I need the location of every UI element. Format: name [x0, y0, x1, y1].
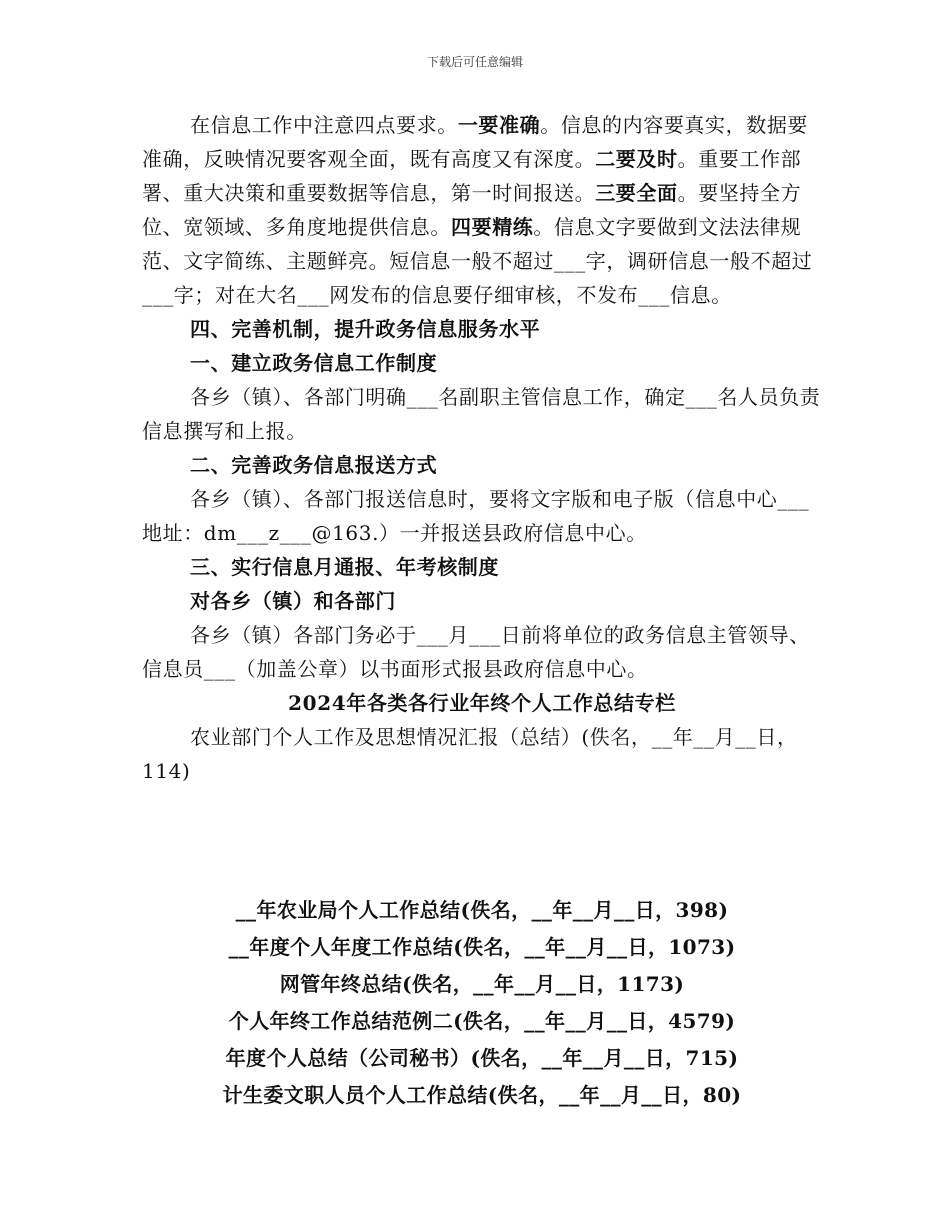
subheading: 对各乡（镇）和各部门	[190, 589, 396, 613]
bold-phrase: 一要准确	[457, 113, 541, 137]
list-item: 网管年终总结(佚名，__年__月__日，1173)	[279, 972, 685, 996]
paragraph-requirements: 在信息工作中注意四点要求。一要准确。信息的内容要真实，数据要准确，反映情况要客观全面，既有高度又有深度。二要及时。重要工作部署、重大决策和重要数据等信息，第一时间报送。三要全面。要坚持全方位、宽领域、多角度地提供信息。四要精练。信息文字要做到文法法律规范、文字简练、主题鲜亮。短信息一般不超过___字，调研信息一般不超过___字；对在大名___网发布的信息要仔细审核，不发布___信息。	[142, 113, 813, 307]
paragraph-report: 农业部门个人工作及思想情况汇报（总结）(佚名，__年__月__日，114)	[142, 725, 798, 783]
paragraph-submission: 各乡（镇）、各部门报送信息时，要将文字版和电子版（信息中心___地址：dm___z___@163.）一并报送县政府信息中心。	[142, 487, 810, 545]
list-item: __年度个人年度工作总结(佚名，__年__月__日，1073)	[228, 935, 736, 959]
list-item: 计生委文职人员个人工作总结(佚名，__年__月__日，80)	[222, 1083, 742, 1107]
bold-phrase: 三要全面	[595, 181, 678, 205]
summary-list	[142, 892, 822, 1114]
page-header: 下载后可任意编辑	[426, 55, 523, 69]
column-title: 2024年各类各行业年终个人工作总结专栏	[288, 691, 676, 715]
paragraph-staffing: 各乡（镇）、各部门明确___名副职主管信息工作，确定___名人员负责信息撰写和上报。	[142, 385, 821, 443]
section-heading-3: 三、实行信息月通报、年考核制度	[190, 555, 499, 579]
list-item: 个人年终工作总结范例二(佚名，__年__月__日，4579)	[228, 1009, 736, 1033]
paragraph-deadline: 各乡（镇）各部门务必于___月___日前将单位的政务信息主管领导、信息员___（加盖公章）以书面形式报县政府信息中心。	[142, 623, 810, 681]
list-item: __年农业局个人工作总结(佚名，__年__月__日，398)	[235, 898, 729, 922]
section-heading-1: 一、建立政务信息工作制度	[190, 351, 438, 375]
list-item: 年度个人总结（公司秘书）(佚名，__年__月__日，715)	[225, 1046, 739, 1070]
section-heading-2: 二、完善政务信息报送方式	[190, 453, 438, 477]
bold-phrase: 二要及时	[595, 147, 678, 171]
document-body	[142, 108, 822, 788]
bold-phrase: 四要精练	[451, 215, 534, 239]
section-heading-4: 四、完善机制，提升政务信息服务水平	[190, 317, 541, 341]
